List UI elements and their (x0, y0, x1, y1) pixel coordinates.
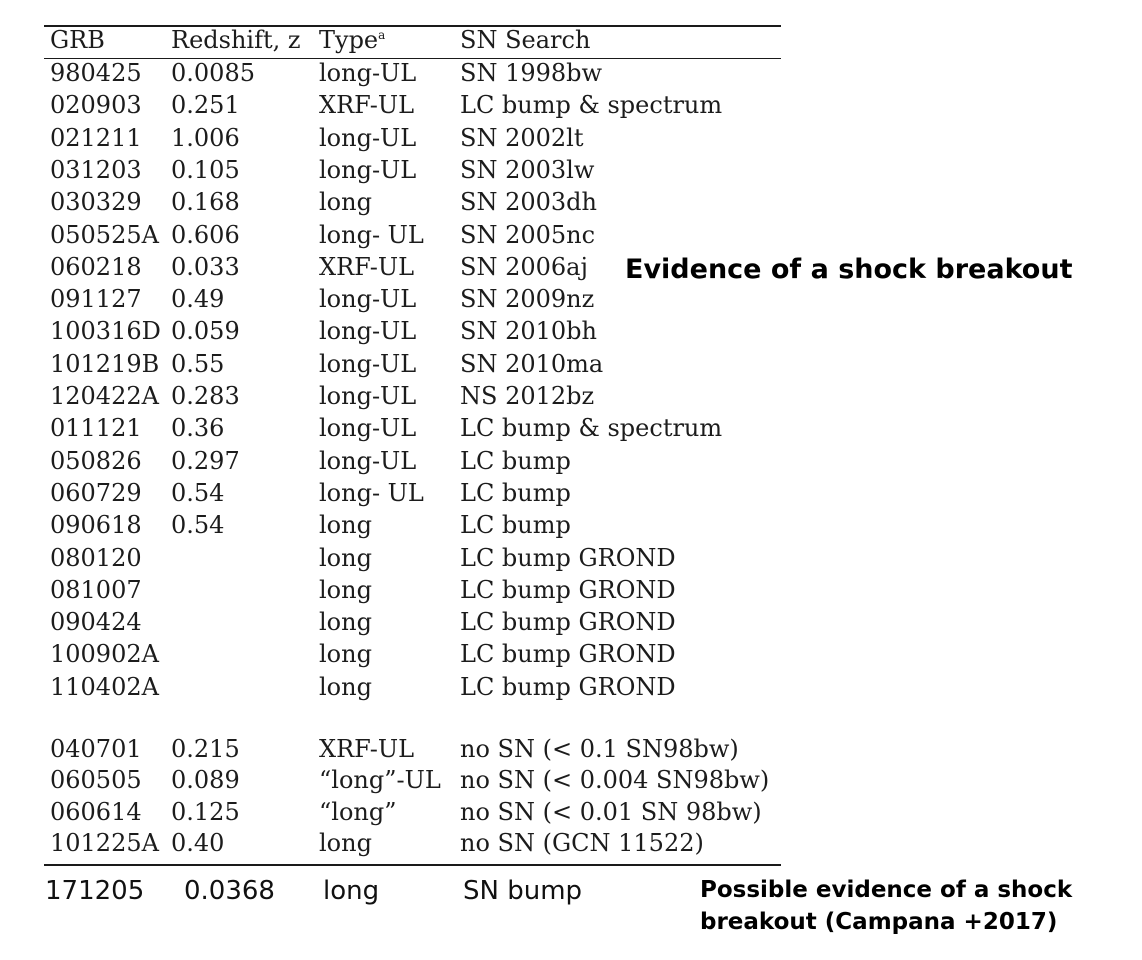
table-top-rule (44, 25, 781, 27)
cell-redshift: 0.283 (171, 382, 240, 410)
cell-type: long-UL (319, 123, 417, 152)
cell-type: long-UL (319, 349, 417, 378)
header-type-label: Type (319, 26, 379, 54)
cell-grb: 100902A (50, 640, 159, 669)
cell-type: long (319, 640, 372, 669)
cell-grb: 060505 (50, 766, 142, 795)
cell-sn-search: LC bump (460, 511, 571, 540)
cell-grb: 011121 (50, 414, 142, 443)
cell-grb: 080120 (50, 543, 142, 572)
cell-type: long (319, 511, 372, 540)
cell-grb: 050525A (50, 220, 159, 249)
added-row-redshift: 0.0368 (184, 876, 275, 906)
cell-type: long-UL (319, 317, 417, 346)
cell-type: “long” (319, 797, 397, 826)
added-row-sn: SN bump (463, 876, 583, 906)
cell-sn-search: LC bump GROND (460, 672, 676, 701)
cell-grb: 980425 (50, 59, 142, 87)
cell-grb: 120422A (50, 382, 159, 410)
cell-sn-search: LC bump GROND (460, 543, 676, 572)
cell-sn-search: LC bump GROND (460, 575, 676, 604)
cell-sn-search: no SN (< 0.1 SN98bw) (460, 735, 739, 763)
cell-type: long-UL (319, 285, 417, 314)
cell-grb: 060218 (50, 252, 142, 281)
cell-redshift: 0.606 (171, 220, 240, 249)
cell-redshift: 0.033 (171, 252, 240, 281)
cell-redshift: 0.36 (171, 414, 225, 443)
cell-redshift: 0.55 (171, 349, 225, 378)
cell-redshift: 0.54 (171, 478, 225, 507)
cell-type: long-UL (319, 382, 417, 410)
cell-type: long- UL (319, 220, 424, 249)
cell-redshift: 1.006 (171, 123, 240, 152)
cell-type: long (319, 828, 372, 857)
cell-type: long- UL (319, 478, 424, 507)
cell-type: long-UL (319, 414, 417, 443)
cell-type: long-UL (319, 446, 417, 475)
cell-sn-search: no SN (GCN 11522) (460, 828, 704, 857)
cell-grb: 030329 (50, 188, 142, 217)
cell-grb: 020903 (50, 91, 142, 120)
cell-sn-search: LC bump (460, 446, 571, 475)
added-row-type: long (323, 876, 380, 906)
cell-type: XRF-UL (319, 252, 415, 281)
cell-redshift: 0.215 (171, 735, 240, 763)
cell-sn-search: SN 2002lt (460, 123, 584, 152)
cell-type: long-UL (319, 59, 417, 87)
cell-sn-search: SN 1998bw (460, 59, 603, 87)
header-redshift: Redshift, z (171, 26, 301, 54)
cell-type: “long”-UL (319, 766, 441, 795)
added-row-grb: 171205 (45, 876, 145, 906)
cell-grb: 090424 (50, 608, 142, 637)
cell-type: long (319, 188, 372, 217)
cell-redshift: 0.059 (171, 317, 240, 346)
cell-type: long (319, 575, 372, 604)
cell-sn-search: LC bump GROND (460, 640, 676, 669)
header-grb: GRB (50, 26, 105, 54)
cell-grb: 031203 (50, 155, 142, 184)
cell-sn-search: no SN (< 0.01 SN 98bw) (460, 797, 762, 826)
cell-grb: 101225A (50, 828, 159, 857)
cell-sn-search: SN 2003dh (460, 188, 597, 217)
cell-sn-search: LC bump & spectrum (460, 414, 723, 443)
cell-sn-search: LC bump (460, 478, 571, 507)
cell-type: long (319, 543, 372, 572)
cell-type: long-UL (319, 155, 417, 184)
cell-redshift: 0.0085 (171, 59, 255, 87)
cell-grb: 100316D (50, 317, 161, 346)
cell-grb: 110402A (50, 672, 159, 701)
cell-redshift: 0.54 (171, 511, 225, 540)
cell-grb: 101219B (50, 349, 160, 378)
cell-grb: 091127 (50, 285, 142, 314)
cell-grb: 090618 (50, 511, 142, 540)
cell-redshift: 0.168 (171, 188, 240, 217)
header-type (319, 28, 385, 52)
cell-grb: 050826 (50, 446, 142, 475)
cell-sn-search: SN 2010bh (460, 317, 597, 346)
cell-grb: 060729 (50, 478, 142, 507)
cell-sn-search: SN 2006aj (460, 252, 588, 281)
cell-redshift: 0.297 (171, 446, 240, 475)
cell-sn-search: SN 2009nz (460, 285, 595, 314)
cell-grb: 081007 (50, 575, 142, 604)
cell-grb: 021211 (50, 123, 142, 152)
cell-redshift: 0.125 (171, 797, 240, 826)
possible-annotation-line-2: breakout (Campana +2017) (700, 909, 1058, 935)
cell-grb: 060614 (50, 797, 142, 826)
cell-grb: 040701 (50, 735, 142, 763)
cell-type: XRF-UL (319, 735, 415, 763)
cell-type: XRF-UL (319, 91, 415, 120)
cell-sn-search: SN 2010ma (460, 349, 604, 378)
cell-redshift: 0.40 (171, 828, 225, 857)
cell-redshift: 0.089 (171, 766, 240, 795)
cell-redshift: 0.49 (171, 285, 225, 314)
possible-annotation-line-1: Possible evidence of a shock (700, 877, 1073, 903)
cell-sn-search: no SN (< 0.004 SN98bw) (460, 766, 770, 795)
cell-redshift: 0.105 (171, 155, 240, 184)
cell-type: long (319, 608, 372, 637)
cell-sn-search: SN 2003lw (460, 155, 595, 184)
cell-redshift: 0.251 (171, 91, 240, 120)
possible-shock-breakout-annotation (700, 874, 1072, 938)
shock-breakout-annotation: Evidence of a shock breakout (625, 254, 1073, 285)
header-type-footnote-mark: a (378, 28, 386, 42)
header-sn-search: SN Search (460, 26, 591, 54)
cell-sn-search: LC bump & spectrum (460, 91, 723, 120)
cell-sn-search: SN 2005nc (460, 220, 596, 249)
cell-type: long (319, 672, 372, 701)
cell-sn-search: LC bump GROND (460, 608, 676, 637)
cell-sn-search: NS 2012bz (460, 382, 595, 410)
table-bottom-rule (44, 864, 781, 866)
